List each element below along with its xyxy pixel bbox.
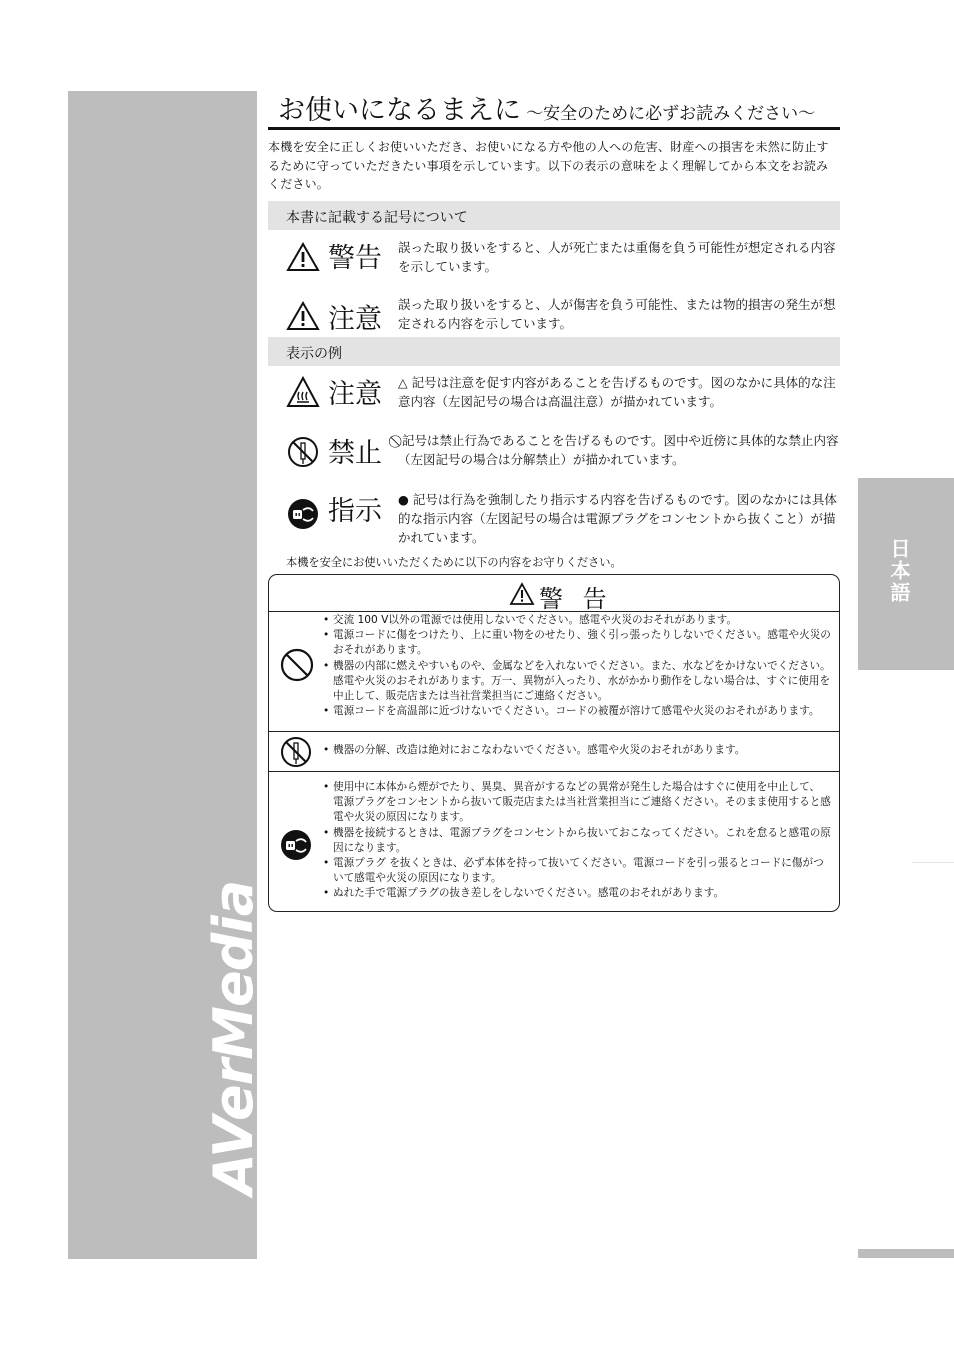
warning-list-unplug <box>321 780 833 902</box>
symbol-word-caution: 注意 <box>328 304 382 335</box>
warning-item: • 電源プラグ を抜くときは、必ず本体を持って抜いてください。電源コードを引っ張るとコードに傷がついて感電や火災の原因になります。 <box>321 856 833 886</box>
example-word-prohibited: 禁止 <box>328 438 382 469</box>
warning-item: • 機器を接続するときは、電源プラグをコンセントから抜いておこなってください。これを怠ると感電の原因になります。 <box>321 826 833 856</box>
warning-item: • 電源コードを高温部に近づけないでください。コードの被覆が溶けて感電や火災のおそれがあります。 <box>321 704 833 719</box>
title-rule <box>268 127 840 130</box>
section-header-examples <box>268 337 840 366</box>
symbol-word-warning: 警告 <box>328 243 382 274</box>
prohibited-icon <box>279 647 315 683</box>
warning-section-disassembly <box>269 732 839 772</box>
example-word-caution: 注意 <box>328 379 382 410</box>
warning-triangle-icon <box>509 582 535 606</box>
warning-list-prohibited <box>321 613 833 719</box>
example-word-instruction: 指示 <box>328 496 382 527</box>
warning-item: • 機器の分解、改造は絶対におこなわないでください。感電や火災のおそれがあります。 <box>321 743 833 758</box>
warning-item: • 機器の内部に燃えやすいものや、金属などを入れないでください。また、水などをかけないでください。感電や火災のおそれがあります。万一、異物が入ったり、水がかかり動作をしない場合は、すぐに使用を中止して、販売店または当社営業担当にご連絡ください。 <box>321 659 833 705</box>
warning-list-disassembly <box>321 743 833 758</box>
disassembly-prohibited-icon <box>286 435 320 469</box>
warning-triangle-icon <box>286 242 320 272</box>
margin-rule <box>912 862 954 863</box>
warning-box-title: 警 告 <box>539 585 613 613</box>
page-title-sub: ～安全のために必ずお読みください～ <box>526 104 816 124</box>
warning-section-prohibited <box>269 612 839 732</box>
warning-item: • 使用中に本体から煙がでたり、異臭、異音がするなどの異常が発生した場合はすぐに使用を中止して、 電源プラグをコンセントから抜いて販売店または当社営業担当にご連絡ください。そのまま使用すると感電や火災の原因になります。 <box>321 780 833 826</box>
example-desc-prohibited: ⃠ 記号は禁止行為であることを告げるものです。図中や近傍に具体的な禁止内容（左図記号の場合は分解禁止）が描かれています。 <box>398 433 839 467</box>
symbol-desc-warning: 誤った取り扱いをすると、人が死亡または重傷を負う可能性が想定される内容を示しています。 <box>398 240 836 274</box>
page-footer-bar <box>858 1249 954 1258</box>
page-title <box>278 88 815 127</box>
warning-box-header <box>269 575 839 612</box>
warning-item: • 電源コードに傷をつけたり、上に重い物をのせたり、強く引っ張ったりしないでください。感電や火災のおそれがあります。 <box>321 628 833 658</box>
warning-triangle-icon <box>286 301 320 331</box>
section-header-symbols-label: 本書に記載する記号について <box>286 210 468 226</box>
section-header-symbols <box>268 201 840 230</box>
example-desc-caution: △ 記号は注意を促す内容があることを告げるものです。図のなかに具体的な注意内容（左図記号の場合は高温注意）が描かれています。 <box>398 375 836 409</box>
warning-item: • ぬれた手で電源プラグの抜き差しをしないでください。感電のおそれがあります。 <box>321 886 833 901</box>
warning-box <box>268 574 840 912</box>
safety-note: 本機を安全にお使いいただくために以下の内容をお守りください。 <box>286 556 622 569</box>
unplug-instruction-icon <box>286 497 320 531</box>
disassembly-prohibited-icon <box>279 735 313 769</box>
page-title-main: お使いになるまえに <box>278 95 521 126</box>
warning-section-unplug <box>269 772 839 910</box>
warning-item: • 交流 100 V以外の電源では使用しないでください。感電や火災のおそれがあります。 <box>321 613 833 628</box>
example-desc-instruction: ● 記号は行為を強制したり指示する内容を告げるものです。図のなかには具体的な指示内容（左図記号の場合は電源プラグをコンセントから抜くこと）が描かれています。 <box>398 492 837 545</box>
brand-logo: AVerMedia <box>202 880 265 1195</box>
symbol-desc-caution: 誤った取り扱いをすると、人が傷害を負う可能性、または物的損害の発生が想定される内容を示しています。 <box>398 297 836 331</box>
section-header-examples-label: 表示の例 <box>286 346 342 362</box>
language-tab-label: 日本語 <box>887 538 911 604</box>
intro-paragraph: 本機を安全に正しくお使いいただき、お使いになる方や他の人への危害、財産への損害を未然に防止するために守っていただきたい事項を示しています。以下の表示の意味をよく理解してから本文をお読みください。 <box>268 140 829 191</box>
high-temperature-caution-icon <box>286 376 320 408</box>
unplug-instruction-icon <box>279 828 313 862</box>
language-tab <box>858 478 954 670</box>
